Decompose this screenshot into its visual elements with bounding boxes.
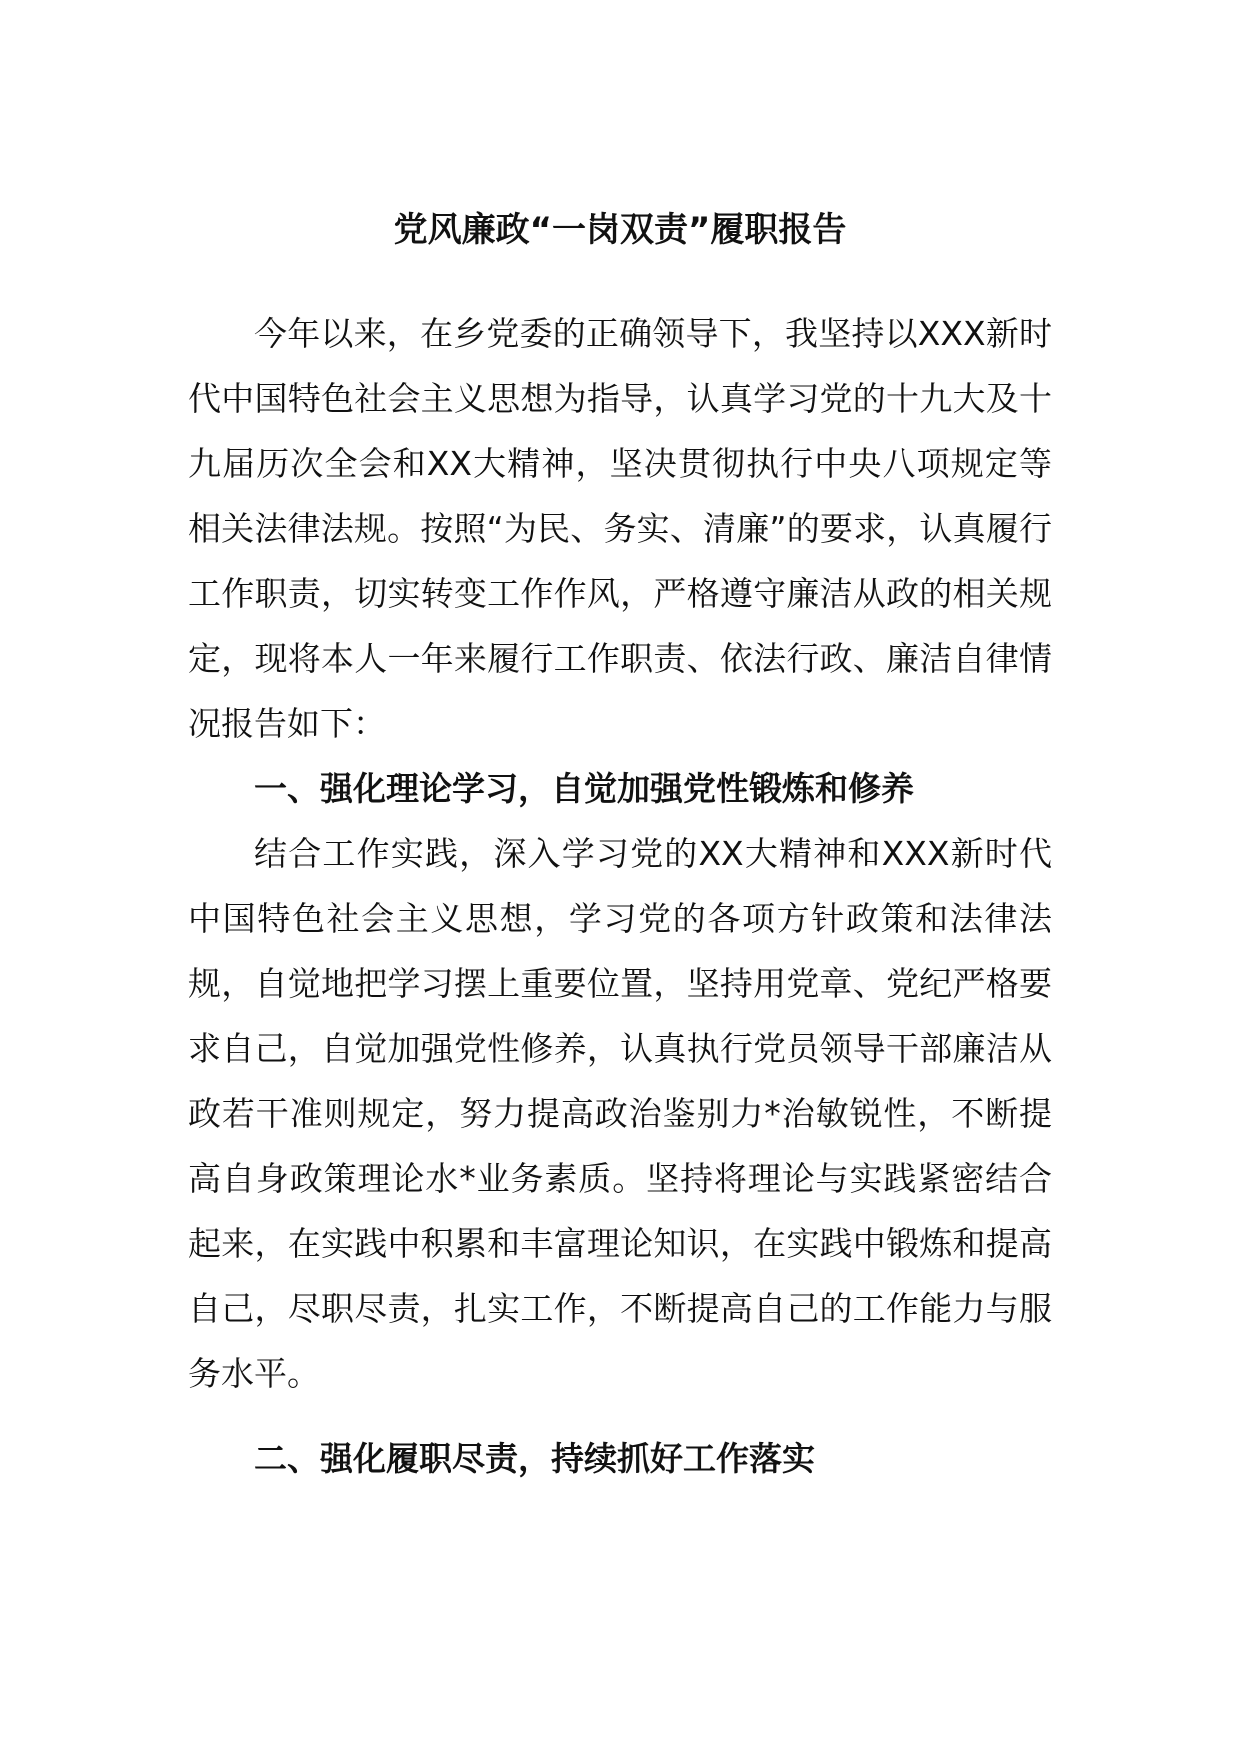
section-1-paragraph: 结合工作实践，深入学习党的XX大精神和XXX新时代中国特色社会主义思想，学习党的各项方针政策和法律法规，自觉地把学习摆上重要位置，坚持用党章、党纪严格要求自己，自觉加强党性修养，认真执行党员领导干部廉洁从政若干准则规定，努力提高政治鉴别力*治敏锐性，不断提高自身政策理论水*业务素质。坚持将理论与实践紧密结合起来，在实践中积累和丰富理论知识，在实践中锻炼和提高自己，尽职尽责，扎实工作，不断提高自己的工作能力与服务水平。 <box>188 834 1052 1393</box>
document-body <box>188 301 1052 1491</box>
document-title: 党风廉政“一岗双责”履职报告 <box>393 210 847 250</box>
intro-paragraph: 今年以来，在乡党委的正确领导下，我坚持以XXX新时代中国特色社会主义思想为指导，认真学习党的十九大及十九届历次全会和XX大精神，坚决贯彻执行中央八项规定等相关法律法规。按照“为民、务实、清廉”的要求，认真履行工作职责，切实转变工作作风，严格遵守廉洁从政的相关规定，现将本人一年来履行工作职责、依法行政、廉洁自律情况报告如下： <box>188 314 1052 743</box>
section-heading-1: 一、强化理论学习，自觉加强党性锻炼和修养 <box>254 769 914 808</box>
section-heading-2: 二、强化履职尽责，持续抓好工作落实 <box>254 1439 815 1478</box>
